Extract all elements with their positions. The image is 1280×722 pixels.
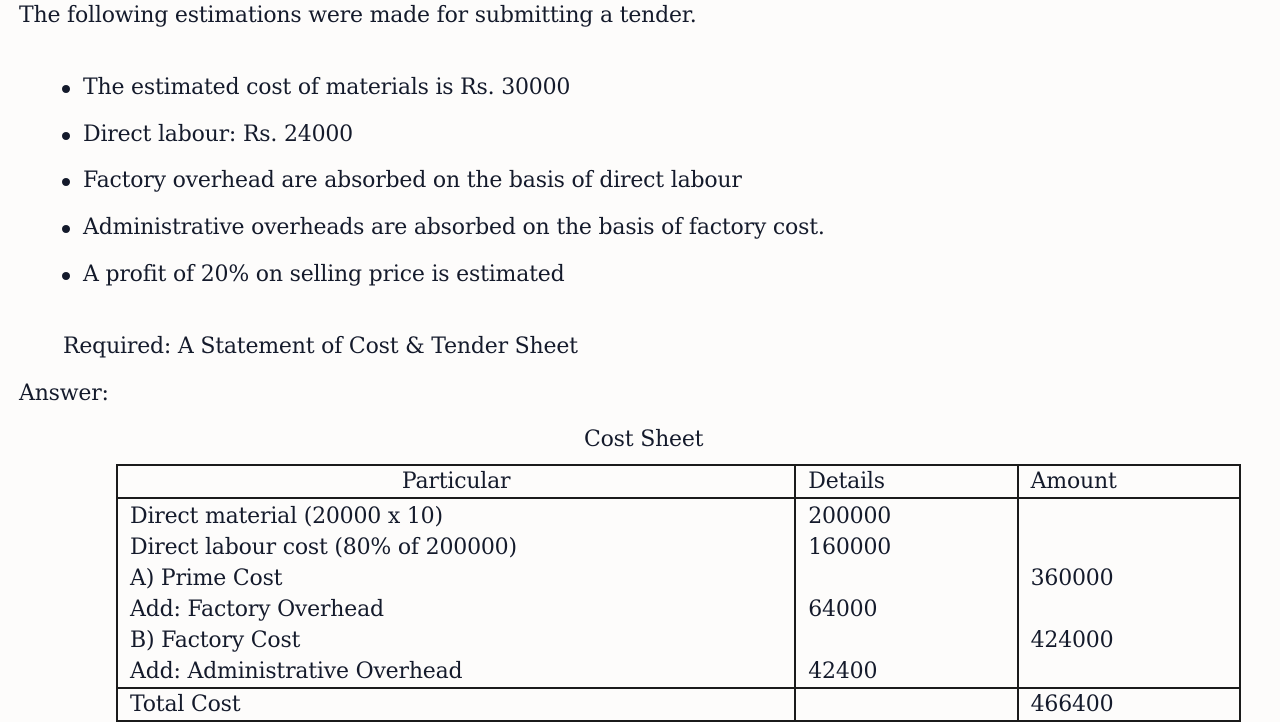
answer-label: Answer: xyxy=(19,381,109,406)
estimation-list xyxy=(62,72,825,305)
table-row xyxy=(117,498,1240,532)
table-row xyxy=(117,532,1240,563)
table-row xyxy=(117,656,1240,688)
bullet-icon xyxy=(62,178,70,186)
list-item-text: A profit of 20% on selling price is estimated xyxy=(83,261,565,287)
list-item xyxy=(62,119,825,166)
cell-details xyxy=(795,563,1017,594)
cell-particular: Total Cost xyxy=(117,688,795,721)
cell-amount xyxy=(1018,498,1240,532)
cell-details: 42400 xyxy=(795,656,1017,688)
cell-amount xyxy=(1018,656,1240,688)
cell-details: 160000 xyxy=(795,532,1017,563)
header-particular: Particular xyxy=(117,465,795,498)
cell-details xyxy=(795,688,1017,721)
list-item xyxy=(62,72,825,119)
table-header-row xyxy=(117,465,1240,498)
cell-amount: 360000 xyxy=(1018,563,1240,594)
cell-amount xyxy=(1018,532,1240,563)
table-row xyxy=(117,594,1240,625)
cell-particular: A) Prime Cost xyxy=(117,563,795,594)
cell-particular: Add: Administrative Overhead xyxy=(117,656,795,688)
bullet-icon xyxy=(62,272,70,280)
cell-details: 64000 xyxy=(795,594,1017,625)
list-item xyxy=(62,165,825,212)
cell-amount: 466400 xyxy=(1018,688,1240,721)
cell-particular: B) Factory Cost xyxy=(117,625,795,656)
intro-paragraph: The following estimations were made for submitting a tender. xyxy=(19,3,697,28)
header-amount: Amount xyxy=(1018,465,1240,498)
table-row-prime-cost xyxy=(117,563,1240,594)
cell-amount xyxy=(1018,594,1240,625)
list-item xyxy=(62,259,825,306)
cell-particular: Direct material (20000 x 10) xyxy=(117,498,795,532)
list-item-text: Factory overhead are absorbed on the basis of direct labour xyxy=(83,168,742,194)
bullet-icon xyxy=(62,132,70,140)
bullet-icon xyxy=(62,85,70,93)
required-statement: Required: A Statement of Cost & Tender Sheet xyxy=(63,334,578,359)
cost-sheet-table xyxy=(116,464,1241,722)
cell-particular: Add: Factory Overhead xyxy=(117,594,795,625)
list-item-text: Administrative overheads are absorbed on the basis of factory cost. xyxy=(83,215,825,241)
cell-amount: 424000 xyxy=(1018,625,1240,656)
table-row-total xyxy=(117,688,1240,721)
table-row-factory-cost xyxy=(117,625,1240,656)
header-details: Details xyxy=(795,465,1017,498)
cell-details xyxy=(795,625,1017,656)
cell-details: 200000 xyxy=(795,498,1017,532)
cost-sheet-title: Cost Sheet xyxy=(584,427,704,452)
list-item-text: The estimated cost of materials is Rs. 30000 xyxy=(83,75,571,100)
list-item-text: Direct labour: Rs. 24000 xyxy=(83,121,353,147)
bullet-icon xyxy=(62,225,70,233)
list-item xyxy=(62,212,825,259)
cell-particular: Direct labour cost (80% of 200000) xyxy=(117,532,795,563)
